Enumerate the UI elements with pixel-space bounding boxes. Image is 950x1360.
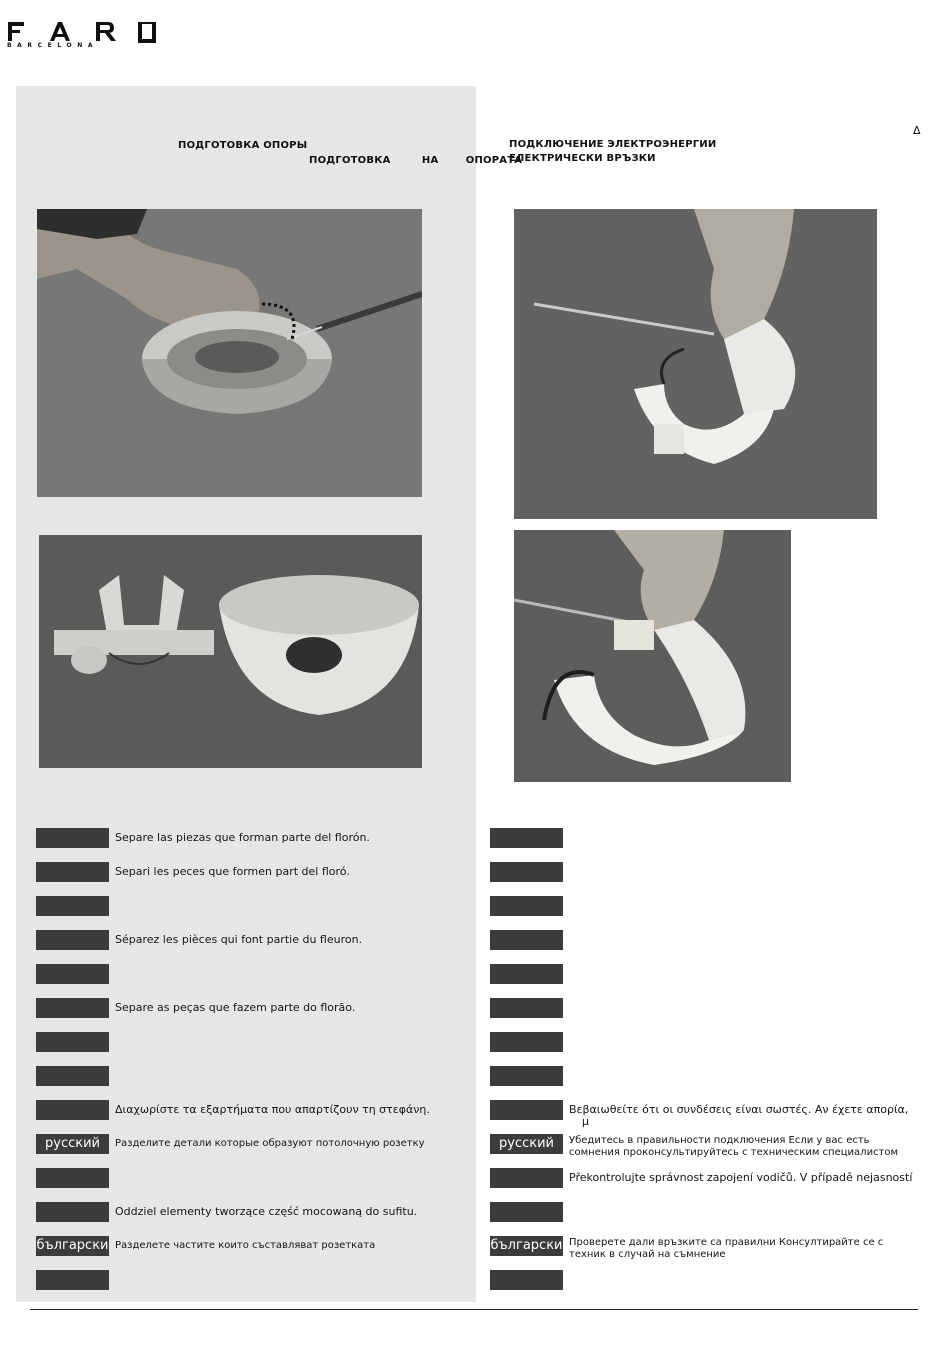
left-lang-tab-3 (36, 930, 109, 950)
left-lang-tab-1 (36, 862, 109, 882)
left-lang-tab-8 (36, 1100, 109, 1120)
left-heading-2-word-3: ОПОРАТА (465, 155, 523, 166)
right-lang-tab-11 (490, 1202, 563, 1222)
left-instruction-text-1: Separi les peces que formen part del floró. (115, 865, 350, 878)
left-lang-tab-6 (36, 1032, 109, 1052)
left-instruction-text-11: Oddziel elementy tworzące część mocowaną do sufitu. (115, 1205, 418, 1218)
left-lang-tab-2 (36, 896, 109, 916)
left-heading-2-word-2: НА (421, 155, 439, 166)
left-lang-tab-9: русский (36, 1134, 109, 1154)
left-lang-tab-7 (36, 1066, 109, 1086)
left-lang-tab-12: български (36, 1236, 109, 1256)
faro-logo (6, 22, 156, 52)
right-lang-tab-7 (490, 1066, 563, 1086)
left-lang-tab-11 (36, 1202, 109, 1222)
left-lang-tab-4 (36, 964, 109, 984)
right-instruction-text-10: Překontrolujte správnost zapojení vodičů. V případě nejasností (569, 1171, 913, 1184)
right-lang-tab-5 (490, 998, 563, 1018)
left-heading-2-word-1: ПОДГОТОВКА (309, 155, 391, 166)
photo-wiring-2 (514, 530, 791, 782)
right-lang-tab-9: русский (490, 1134, 563, 1154)
right-lang-tab-1 (490, 862, 563, 882)
right-lang-tab-4 (490, 964, 563, 984)
right-instruction-text-12: Проверете дали връзките са правилни Консултирайте се с техник в случай на съмнение (569, 1237, 884, 1260)
left-lang-tab-10 (36, 1168, 109, 1188)
right-heading-1: ПОДКЛЮЧЕНИЕ ЭЛЕКТРОЭНЕРГИИ (509, 139, 717, 150)
left-instruction-text-0: Separe las piezas que forman parte del florón. (115, 831, 370, 844)
photo-canopy-unscrew (37, 209, 422, 497)
left-lang-tab-13 (36, 1270, 109, 1290)
brand-tagline: BARCELONA (7, 42, 99, 49)
right-lang-tab-0 (490, 828, 563, 848)
left-instruction-text-12: Разделете частите които съставляват розетката (115, 1240, 376, 1251)
left-instruction-text-5: Separe as peças que fazem parte do florão. (115, 1001, 356, 1014)
right-heading-2: ЕЛЕКТРИЧЕСКИ ВРЪЗКИ (509, 153, 656, 164)
right-instruction-text-8: Βεβαιωθείτε ότι οι συνδέσεις είναι σωστές. Αν έχετε απορία, (569, 1103, 909, 1116)
photo-wiring-1 (514, 209, 877, 519)
right-instruction-text-8-line-2: μ (582, 1115, 589, 1128)
left-heading-1: ПОДГОТОВКА ОПОРЫ (178, 140, 308, 151)
footer-divider (30, 1309, 918, 1310)
left-lang-tab-5 (36, 998, 109, 1018)
right-instruction-text-9: Убедитесь в правильности подключения Если у вас есть сомнения проконсультируйтесь с техническим специалистом (569, 1135, 899, 1158)
right-lang-tab-10 (490, 1168, 563, 1188)
right-lang-tab-12: български (490, 1236, 563, 1256)
right-lang-tab-8 (490, 1100, 563, 1120)
left-lang-tab-0 (36, 828, 109, 848)
right-lang-tab-13 (490, 1270, 563, 1290)
right-lang-tab-3 (490, 930, 563, 950)
left-instruction-text-9: Разделите детали которые образуют потолочную розетку (115, 1138, 425, 1149)
right-lang-tab-6 (490, 1032, 563, 1052)
left-heading-2 (309, 155, 522, 166)
left-instruction-text-8: Διαχωρίστε τα εξαρτήματα που απαρτίζουν τη στεφάνη. (115, 1103, 430, 1116)
right-lang-tab-2 (490, 896, 563, 916)
photo-separated-parts (39, 535, 422, 768)
corner-mark: Δ (913, 124, 921, 137)
left-instruction-text-3: Séparez les pièces qui font partie du fleuron. (115, 933, 363, 946)
